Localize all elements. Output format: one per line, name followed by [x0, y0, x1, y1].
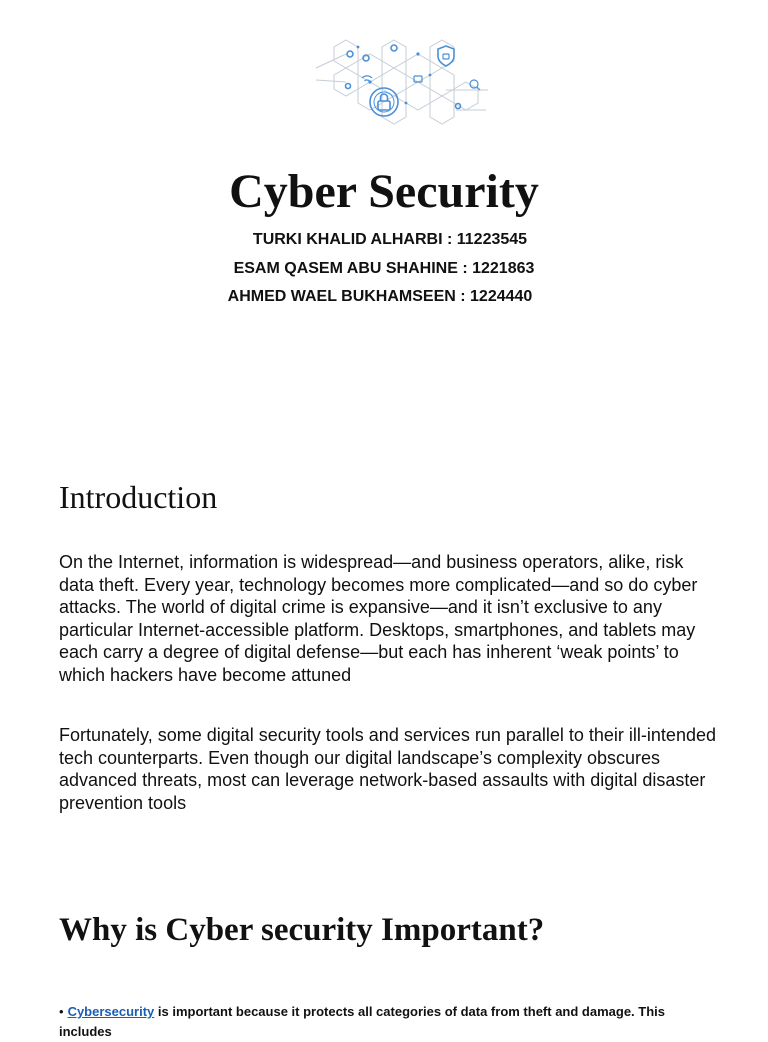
- author-line: TURKI KHALID ALHARBI : 11223545: [252, 231, 528, 248]
- introduction-paragraph: On the Internet, information is widespread—and business operators, alike, risk data theft. Every year, technology becomes more complicated—and so do cyber attacks. The world of digital crime is expansive—and it isn’t exclusive to any particular Internet-accessible platform. Desktops, smartphones, and tablets may each carry a degree of digital defense—but each has inherent ‘weak points’ to which hackers have become attuned: [59, 552, 698, 685]
- cybersecurity-link[interactable]: Cybersecurity: [67, 1004, 155, 1019]
- document-title: Cyber Security: [229, 165, 539, 218]
- bullet-item: [59, 1002, 719, 1042]
- network-hexagon-icon: [306, 30, 496, 140]
- importance-heading: Why is Cyber security Important?: [59, 912, 545, 948]
- bullet-text: is important because it protects all categories of data from theft and damage. This includes: [59, 1004, 666, 1039]
- introduction-paragraph: Fortunately, some digital security tools and services run parallel to their ill-intended tech counterparts. Even though our digital landscape’s complexity obscures advanced threats, most can leverage network-based assaults with digital disaster prevention tools: [59, 725, 716, 813]
- cyber-security-illustration: [306, 30, 496, 140]
- bullet-dot: •: [59, 1004, 64, 1019]
- author-line: AHMED WAEL BUKHAMSEEN : 1224440: [227, 288, 533, 305]
- introduction-heading: Introduction: [59, 479, 218, 515]
- author-line: ESAM QASEM ABU SHAHINE : 1221863: [233, 260, 535, 277]
